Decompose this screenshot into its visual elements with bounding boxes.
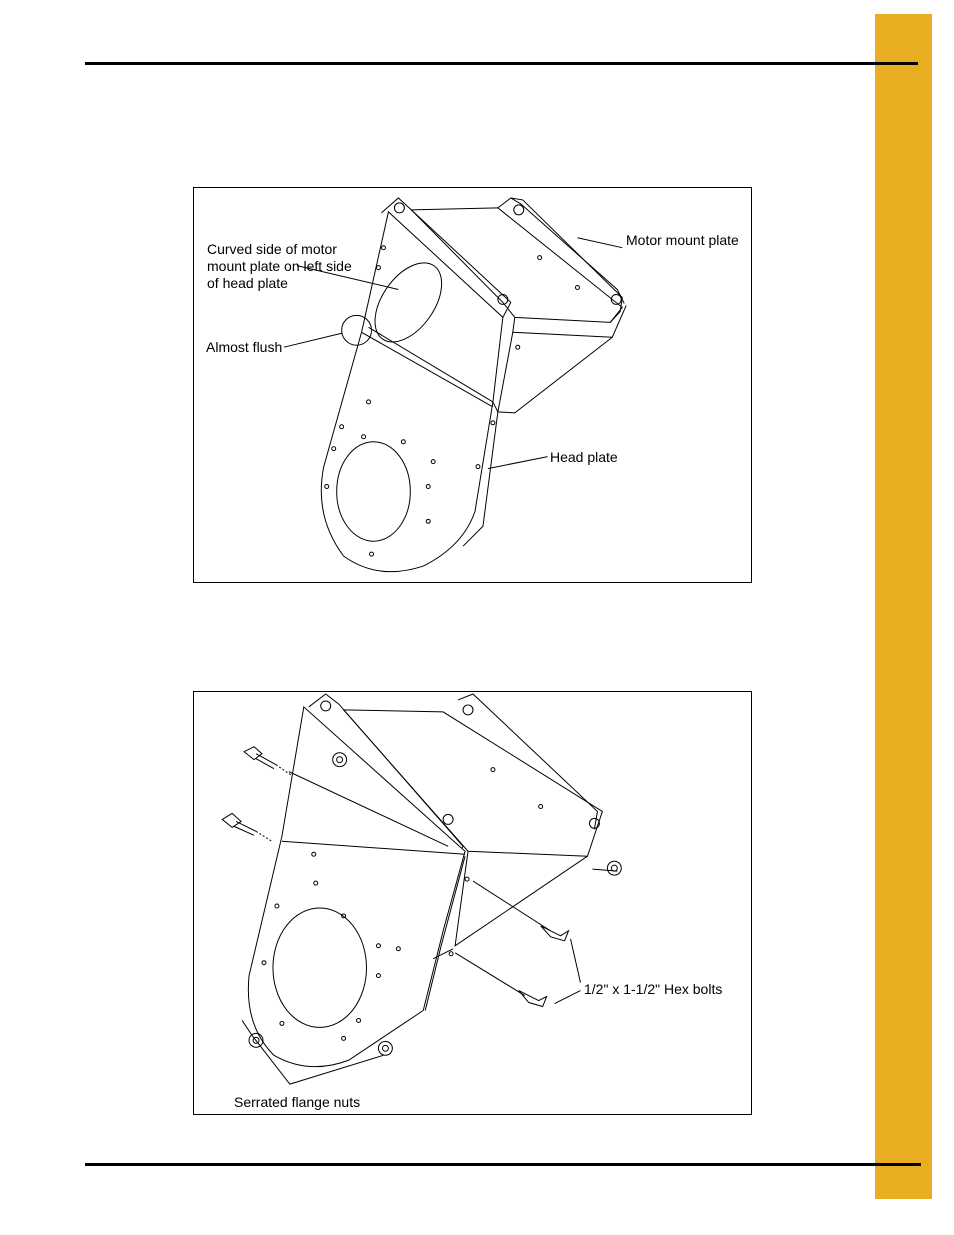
footer-rule <box>85 1163 921 1166</box>
callout-almost-flush: Almost flush <box>206 339 283 355</box>
callout-curved-side: Curved side of motor mount plate on left side of head plate <box>207 241 352 291</box>
callout-serrated-flange-nuts: Serrated flange nuts <box>234 1094 361 1110</box>
figure-1-head-plate-assembly <box>193 187 752 583</box>
callout-head-plate: Head plate <box>550 449 618 465</box>
figure-2-drawing <box>194 692 751 1114</box>
hex-bolt-upper-left <box>244 747 292 776</box>
callout-hex-bolts: 1/2" x 1-1/2" Hex bolts <box>584 981 723 997</box>
hex-bolt-lower-left <box>222 813 272 841</box>
header-rule <box>85 62 918 65</box>
side-tab <box>875 14 932 1199</box>
figure-2-bolt-assembly <box>193 691 752 1115</box>
callout-motor-mount-plate: Motor mount plate <box>626 232 739 248</box>
